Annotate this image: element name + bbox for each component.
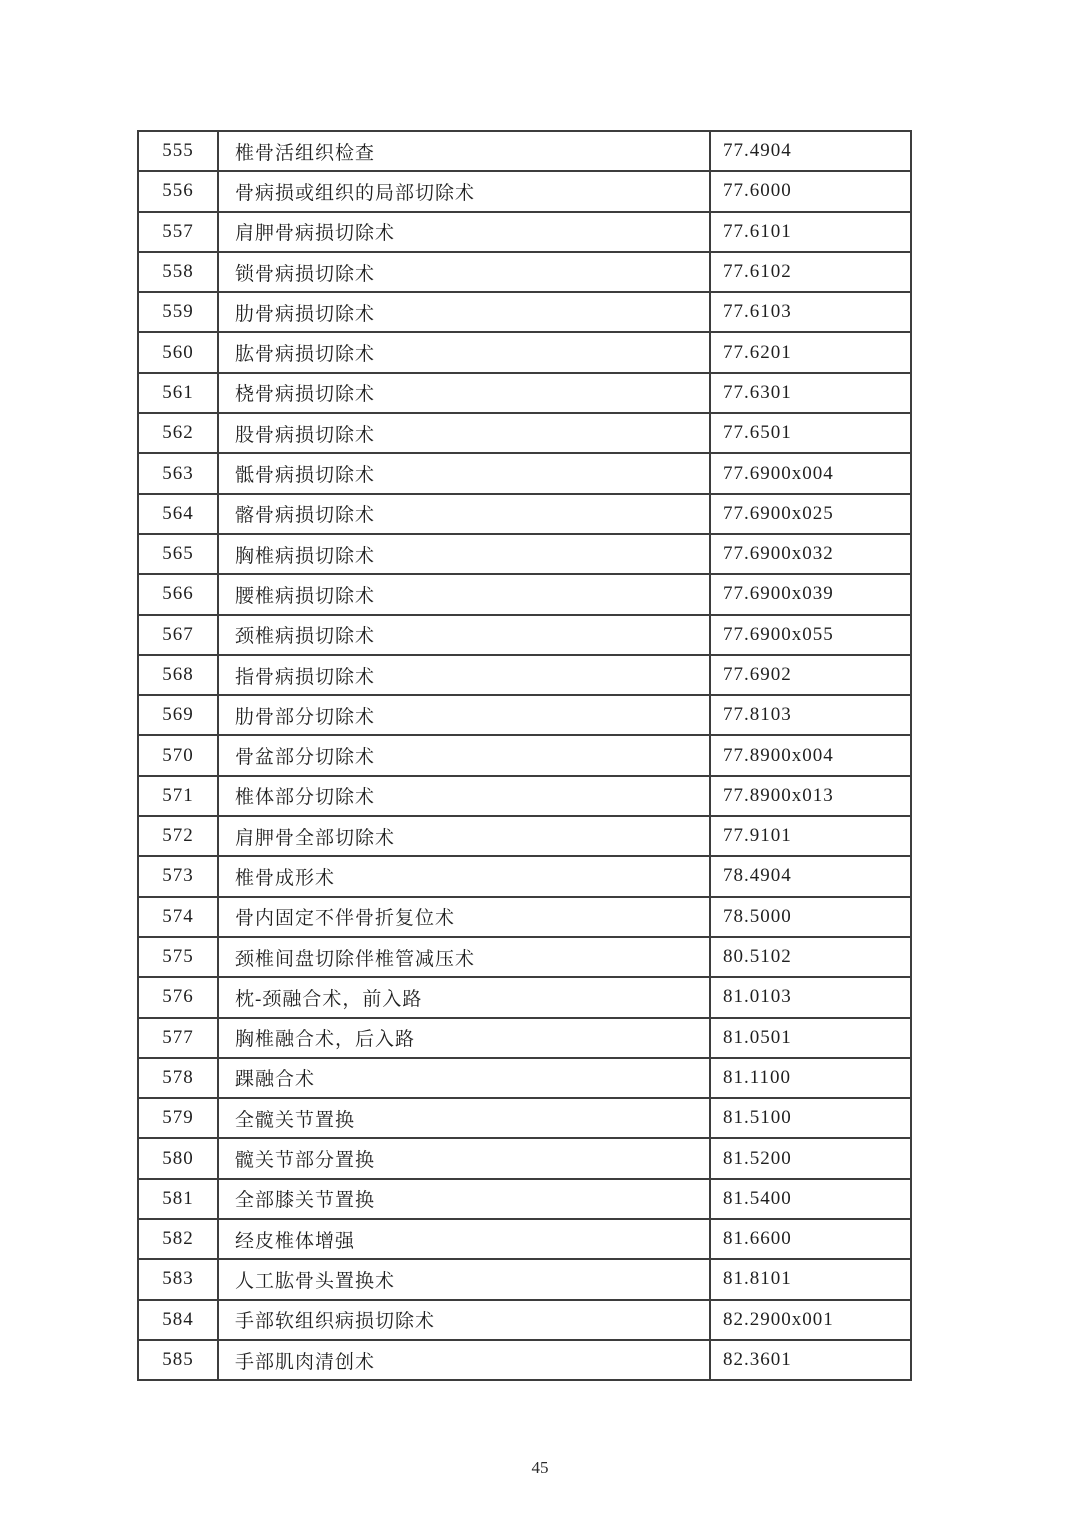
procedure-name-cell: 踝融合术 [218, 1058, 710, 1098]
procedure-name-cell: 颈椎病损切除术 [218, 615, 710, 655]
procedure-code-cell: 77.4904 [710, 131, 911, 171]
row-index-cell: 556 [138, 171, 218, 211]
procedure-code-cell: 77.9101 [710, 816, 911, 856]
row-index-cell: 572 [138, 816, 218, 856]
procedure-name-cell: 骨盆部分切除术 [218, 735, 710, 775]
table-row [138, 977, 911, 1017]
procedure-name-cell: 骨内固定不伴骨折复位术 [218, 897, 710, 937]
procedure-name-cell: 髋关节部分置换 [218, 1138, 710, 1178]
procedure-code-cell: 81.0501 [710, 1018, 911, 1058]
procedure-code-cell: 77.6103 [710, 292, 911, 332]
row-index-cell: 581 [138, 1179, 218, 1219]
procedure-name-cell: 枕-颈融合术，前入路 [218, 977, 710, 1017]
table-row [138, 1300, 911, 1340]
procedure-name-cell: 肋骨病损切除术 [218, 292, 710, 332]
row-index-cell: 582 [138, 1219, 218, 1259]
table-row [138, 655, 911, 695]
procedure-code-cell: 82.2900x001 [710, 1300, 911, 1340]
procedure-name-cell: 经皮椎体增强 [218, 1219, 710, 1259]
table-row [138, 1098, 911, 1138]
table-row [138, 252, 911, 292]
procedure-code-cell: 77.6900x032 [710, 534, 911, 574]
procedure-name-cell: 全部膝关节置换 [218, 1179, 710, 1219]
procedure-name-cell: 胸椎病损切除术 [218, 534, 710, 574]
procedure-code-cell: 81.5100 [710, 1098, 911, 1138]
row-index-cell: 571 [138, 776, 218, 816]
procedure-code-cell: 77.6301 [710, 373, 911, 413]
procedure-code-cell: 77.6900x039 [710, 574, 911, 614]
table-row [138, 937, 911, 977]
procedure-name-cell: 人工肱骨头置换术 [218, 1259, 710, 1299]
table-row [138, 212, 911, 252]
table-row [138, 1219, 911, 1259]
table-row [138, 332, 911, 372]
procedure-code-cell: 77.6000 [710, 171, 911, 211]
procedure-name-cell: 手部软组织病损切除术 [218, 1300, 710, 1340]
procedure-name-cell: 锁骨病损切除术 [218, 252, 710, 292]
procedure-code-cell: 82.3601 [710, 1340, 911, 1380]
row-index-cell: 555 [138, 131, 218, 171]
row-index-cell: 566 [138, 574, 218, 614]
table-row [138, 574, 911, 614]
row-index-cell: 559 [138, 292, 218, 332]
table-row [138, 897, 911, 937]
table-row [138, 1018, 911, 1058]
table-row [138, 1259, 911, 1299]
row-index-cell: 562 [138, 413, 218, 453]
procedure-code-cell: 77.8900x013 [710, 776, 911, 816]
row-index-cell: 557 [138, 212, 218, 252]
row-index-cell: 584 [138, 1300, 218, 1340]
procedure-code-cell: 77.6101 [710, 212, 911, 252]
row-index-cell: 576 [138, 977, 218, 1017]
table-row [138, 1340, 911, 1380]
table-row [138, 1179, 911, 1219]
row-index-cell: 577 [138, 1018, 218, 1058]
procedure-name-cell: 桡骨病损切除术 [218, 373, 710, 413]
table-row [138, 534, 911, 574]
procedure-name-cell: 骶骨病损切除术 [218, 453, 710, 493]
procedure-code-cell: 77.6201 [710, 332, 911, 372]
procedure-code-cell: 77.6102 [710, 252, 911, 292]
row-index-cell: 568 [138, 655, 218, 695]
procedure-name-cell: 髂骨病损切除术 [218, 494, 710, 534]
row-index-cell: 560 [138, 332, 218, 372]
procedure-name-cell: 肩胛骨病损切除术 [218, 212, 710, 252]
row-index-cell: 578 [138, 1058, 218, 1098]
procedure-code-cell: 77.6501 [710, 413, 911, 453]
procedure-code-cell: 77.8900x004 [710, 735, 911, 775]
row-index-cell: 564 [138, 494, 218, 534]
row-index-cell: 567 [138, 615, 218, 655]
procedure-code-cell: 77.8103 [710, 695, 911, 735]
procedure-name-cell: 肱骨病损切除术 [218, 332, 710, 372]
procedure-code-cell: 81.5200 [710, 1138, 911, 1178]
procedure-name-cell: 全髋关节置换 [218, 1098, 710, 1138]
table-row [138, 453, 911, 493]
table-row [138, 776, 911, 816]
row-index-cell: 579 [138, 1098, 218, 1138]
page-number: 45 [531, 1458, 549, 1477]
table-row [138, 373, 911, 413]
procedure-code-cell: 81.8101 [710, 1259, 911, 1299]
table-row [138, 131, 911, 171]
procedure-code-cell: 77.6900x004 [710, 453, 911, 493]
procedure-code-table-body [138, 131, 911, 1380]
procedure-name-cell: 骨病损或组织的局部切除术 [218, 171, 710, 211]
procedure-code-cell: 81.6600 [710, 1219, 911, 1259]
procedure-code-cell: 77.6900x055 [710, 615, 911, 655]
row-index-cell: 561 [138, 373, 218, 413]
procedure-name-cell: 股骨病损切除术 [218, 413, 710, 453]
procedure-code-cell: 78.4904 [710, 856, 911, 896]
row-index-cell: 573 [138, 856, 218, 896]
procedure-code-cell: 81.5400 [710, 1179, 911, 1219]
table-row [138, 615, 911, 655]
table-row [138, 695, 911, 735]
procedure-code-cell: 80.5102 [710, 937, 911, 977]
table-row [138, 171, 911, 211]
procedure-name-cell: 腰椎病损切除术 [218, 574, 710, 614]
procedure-name-cell: 椎体部分切除术 [218, 776, 710, 816]
procedure-name-cell: 椎骨活组织检查 [218, 131, 710, 171]
procedure-name-cell: 肩胛骨全部切除术 [218, 816, 710, 856]
row-index-cell: 583 [138, 1259, 218, 1299]
row-index-cell: 580 [138, 1138, 218, 1178]
table-row [138, 1138, 911, 1178]
row-index-cell: 585 [138, 1340, 218, 1380]
procedure-name-cell: 颈椎间盘切除伴椎管减压术 [218, 937, 710, 977]
procedure-name-cell: 胸椎融合术，后入路 [218, 1018, 710, 1058]
table-row [138, 735, 911, 775]
procedure-name-cell: 手部肌肉清创术 [218, 1340, 710, 1380]
row-index-cell: 558 [138, 252, 218, 292]
procedure-name-cell: 指骨病损切除术 [218, 655, 710, 695]
table-row [138, 413, 911, 453]
table-row [138, 292, 911, 332]
table-row [138, 1058, 911, 1098]
procedure-name-cell: 肋骨部分切除术 [218, 695, 710, 735]
row-index-cell: 570 [138, 735, 218, 775]
procedure-code-cell: 77.6900x025 [710, 494, 911, 534]
row-index-cell: 575 [138, 937, 218, 977]
table-row [138, 816, 911, 856]
table-row [138, 494, 911, 534]
row-index-cell: 574 [138, 897, 218, 937]
procedure-code-cell: 77.6902 [710, 655, 911, 695]
procedure-code-cell: 78.5000 [710, 897, 911, 937]
row-index-cell: 569 [138, 695, 218, 735]
procedure-code-table [137, 130, 912, 1381]
procedure-code-cell: 81.1100 [710, 1058, 911, 1098]
procedure-name-cell: 椎骨成形术 [218, 856, 710, 896]
row-index-cell: 563 [138, 453, 218, 493]
procedure-code-cell: 81.0103 [710, 977, 911, 1017]
table-row [138, 856, 911, 896]
row-index-cell: 565 [138, 534, 218, 574]
